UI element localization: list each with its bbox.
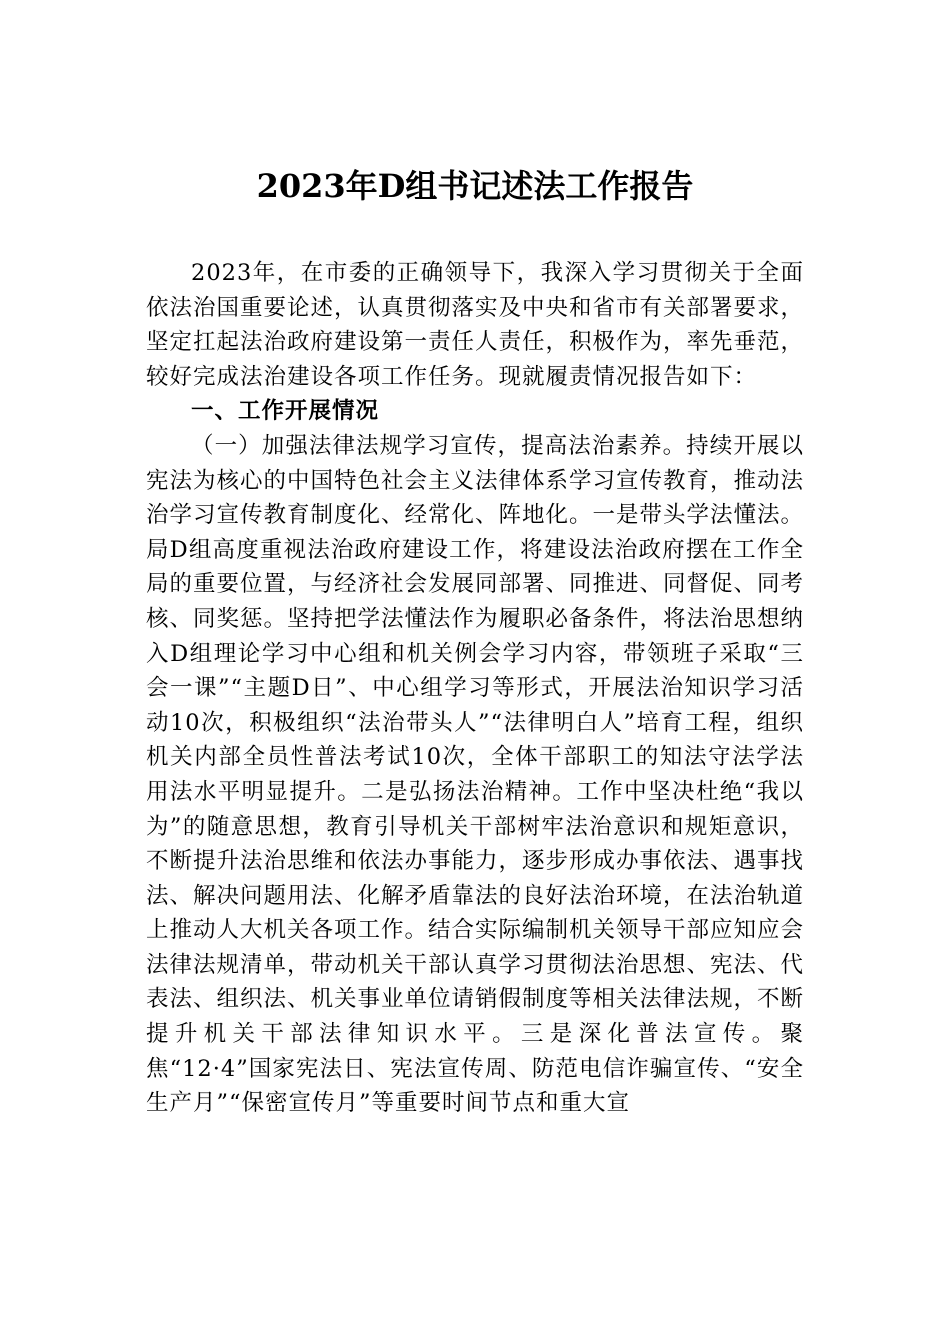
document-page bbox=[146, 162, 804, 1121]
intro-paragraph: 2023年，在市委的正确领导下，我深入学习贯彻关于全面依法治国重要论述，认真贯彻落实及中央和省市有关部署要求，坚定扛起法治政府建设第一责任人责任，积极作为，率先垂范，较好完成法治建设各项工作任务。现就履责情况报告如下： bbox=[146, 260, 805, 390]
section-heading: 一、工作开展情况 bbox=[191, 398, 380, 425]
section-paragraph: （一）加强法律法规学习宣传，提高法治素养。持续开展以宪法为核心的中国特色社会主义法律体系学习宣传教育，推动法治学习宣传教育制度化、经常化、阵地化。一是带头学法懂法。局D组高度重视法治政府建设工作，将建设法治政府摆在工作全局的重要位置，与经济社会发展同部署、同推进、同督促、同考核、同奖惩。坚持把学法懂法作为履职必备条件，将法治思想纳入D组理论学习中心组和机关例会学习内容，带领班子采取“三会一课”“主题D日”、中心组学习等形式，开展法治知识学习活动10次，积极组织“法治带头人”“法律明白人”培育工程，组织机关内部全员性普法考试10次，全体干部职工的知法守法学法用法水平明显提升。二是弘扬法治精神。工作中坚决杜绝“我以为”的随意思想，教育引导机关干部树牢法治意识和规矩意识，不断提升法治思维和依法办事能力，逐步形成办事依法、遇事找法、解决问题用法、化解矛盾靠法的良好法治环境，在法治轨道上推动人大机关各项工作。结合实际编制机关领导干部应知应会法律法规清单，带动机关干部认真学习贯彻法治思想、宪法、代表法、组织法、机关事业单位请销假制度等相关法律法规，不断提升机关干部法律知识水平。三是深化普法宣传。聚焦“12·4”国家宪法日、宪法宣传周、防范电信诈骗宣传、“安全生产月”“保密宣传月”等重要时间节点和重大宣 bbox=[146, 432, 805, 1117]
document-title: 2023年D组书记述法工作报告 bbox=[256, 167, 694, 205]
document-body bbox=[146, 256, 804, 1121]
